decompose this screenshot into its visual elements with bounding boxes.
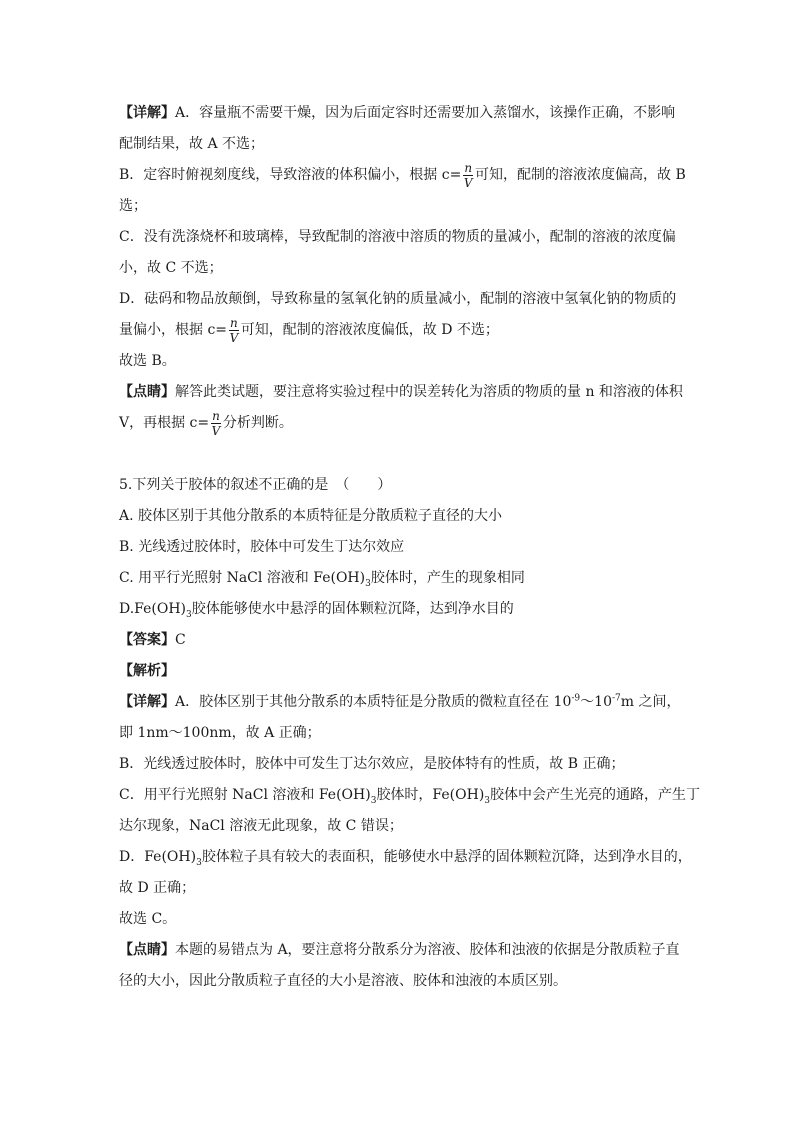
- q4-conclusion: 故选 B。: [119, 353, 176, 369]
- q5-detail-d2: 故 D 正确；: [119, 880, 196, 896]
- q4-detail-line-b2: 选；: [119, 198, 147, 214]
- q4-detail-line-c1: C．没有洗涤烧杯和玻璃棒，导致配制的溶液中溶质的物质的量减小，配制的溶液的浓度偏: [119, 229, 676, 245]
- q5-detail-b: B．光线透过胶体时，胶体中可发生丁达尔效应，是胶体特有的性质，故 B 正确；: [119, 756, 625, 772]
- q4-detail-line-b1: B．定容时俯视刻度线，导致溶液的体积偏小，根据 c= $\frac{n}{V}$ 可知，配制的溶液浓度偏高，故 B: [119, 160, 686, 190]
- q4-comment-line2: V，再根据 c= $\frac{n}{V}$ 分析判断。: [119, 408, 293, 438]
- q5-conclusion: 故选 C。: [119, 911, 177, 927]
- q4-detail-line-c2: 小，故 C 不选；: [119, 260, 223, 276]
- q4-comment-line1: 【点睛】解答此类试题，要注意将实验过程中的误差转化为溶质的物质的量 n 和溶液的体积: [119, 384, 683, 400]
- q5-detail-a2: 即 1nm～100nm，故 A 正确；: [119, 725, 321, 741]
- q5-detail-c2: 达尔现象，NaCl 溶液无此现象，故 C 错误；: [119, 818, 403, 834]
- q4-detail-line-a2: 配制结果，故 A 不选；: [119, 136, 265, 152]
- document-content: [119, 98, 701, 997]
- fraction-n-over-v: $\frac{n}{V}$: [463, 160, 473, 190]
- q5-detail-d1: D．$Fe(OH)_3$胶体粒子具有较大的表面积，能够使水中悬浮的固体颗粒沉降，达到净水目的，: [119, 849, 692, 868]
- q5-option-c: C. 用平行光照射 NaCl 溶液和 $Fe(OH)_3$胶体时，产生的现象相同: [119, 570, 525, 589]
- fraction-n-over-v: $\frac{n}{V}$: [229, 315, 239, 345]
- q5-comment-line2: 径的大小，因此分散质粒子直径的大小是溶液、胶体和浊液的本质区别。: [119, 973, 567, 989]
- q5-comment-line1: 【点睛】本题的易错点为 A，要注意将分散系分为溶液、胶体和浊液的依据是分散质粒子直: [119, 942, 680, 958]
- q4-detail-line-a1: 【详解】A．容量瓶不需要干燥，因为后面定容时还需要加入蒸馏水，该操作正确，不影响: [119, 105, 676, 121]
- fraction-n-over-v: $\frac{n}{V}$: [211, 408, 221, 438]
- q5-question: 5.下列关于胶体的叙述不正确的是 （ ）: [119, 477, 392, 493]
- q5-detail-a1: 【详解】A．胶体区别于其他分散系的本质特征是分散质的微粒直径在 $10^{-9}\sim 10^{-7}m$ 之间，: [119, 693, 681, 710]
- q5-answer: 【答案】C: [119, 632, 186, 648]
- q4-detail-line-d1: D．砝码和物品放颠倒，导致称量的氢氧化钠的质量减小，配制的溶液中氢氧化钠的物质的: [119, 291, 677, 307]
- section-gap: [119, 439, 679, 470]
- q5-detail-c1: C．用平行光照射 NaCl 溶液和 $Fe(OH)_3$胶体时，$Fe(OH)_3$胶体中会产生光亮的通路，产生丁: [119, 787, 701, 806]
- q5-option-b: B. 光线透过胶体时，胶体中可发生丁达尔效应: [119, 539, 405, 555]
- comment-tag: 【点睛】: [119, 942, 175, 958]
- q5-analysis-tag: 【解析】: [119, 663, 175, 679]
- q5-option-a: A. 胶体区别于其他分散系的本质特征是分散质粒子直径的大小: [119, 508, 503, 524]
- comment-tag: 【点睛】: [119, 384, 175, 400]
- answer-tag: 【答案】: [119, 632, 175, 648]
- q4-detail-line-d2: 量偏小，根据 c= $\frac{n}{V}$ 可知，配制的溶液浓度偏低，故 D 不选；: [119, 315, 499, 345]
- detail-tag: 【详解】: [119, 105, 175, 121]
- q5-option-d: $D.Fe(OH)_3$胶体能够使水中悬浮的固体颗粒沉降，达到净水目的: [119, 601, 514, 620]
- detail-tag: 【详解】: [119, 694, 175, 710]
